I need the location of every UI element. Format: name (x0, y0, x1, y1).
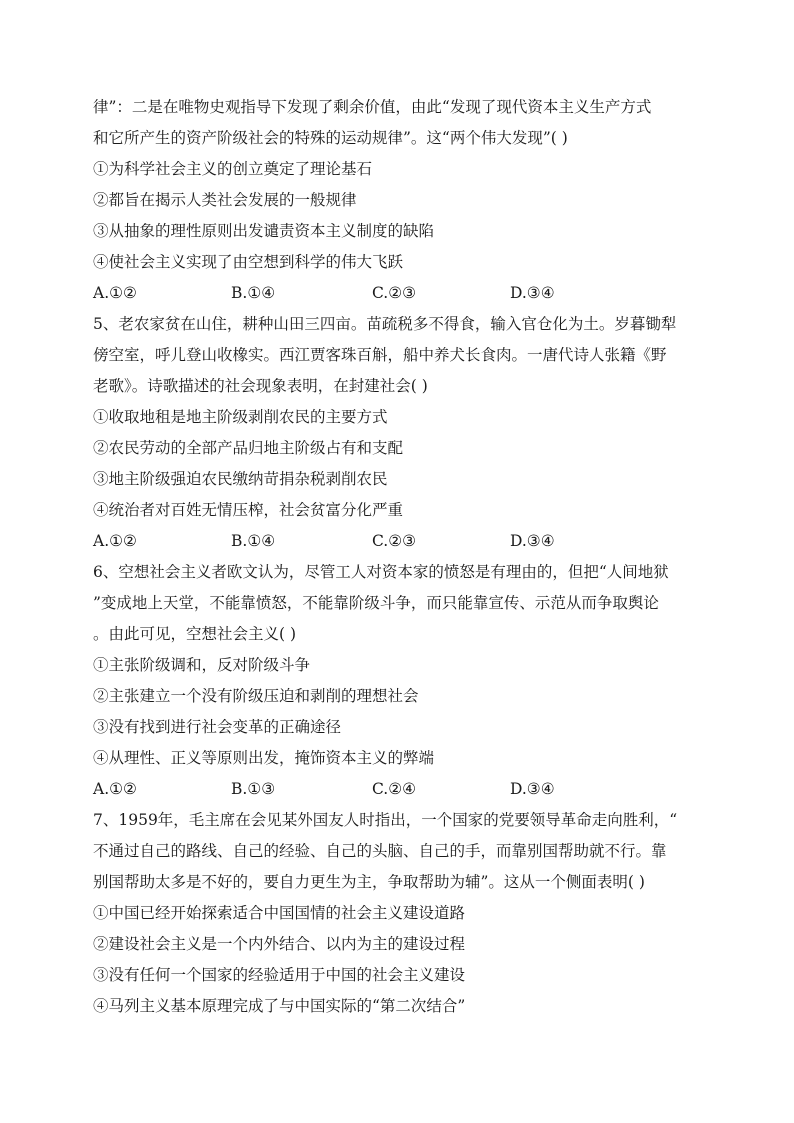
statement-2: ②建设社会主义是一个内外结合、以内为主的建设过程 (93, 935, 466, 953)
statement-2: ②都旨在揭示人类社会发展的一般规律 (93, 191, 357, 209)
question-4-continuation (93, 92, 705, 309)
statement-3: ③没有任何一个国家的经验适用于中国的社会主义建设 (93, 966, 466, 984)
statement-3: ③地主阶级强迫农民缴纳苛捐杂税剥削农民 (93, 470, 388, 488)
statement-2: ②农民劳动的全部产品归地主阶级占有和支配 (93, 439, 404, 457)
statement-4: ④使社会主义实现了由空想到科学的伟大飞跃 (93, 253, 404, 271)
stem-line: 傍空室，呼儿登山收橡实。西江贾客珠百斛，船中养犬长食肉。一唐代诗人张籍《野 (93, 346, 667, 364)
stem-line: 5、老农家贫在山住，耕种山田三四亩。苗疏税多不得食，输入官仓化为土。岁暮锄犁 (93, 315, 677, 333)
option-d: D.③④ (510, 284, 555, 302)
statement-1: ①中国已经开始探索适合中国国情的社会主义建设道路 (93, 904, 466, 922)
option-c: C.②③ (372, 532, 417, 550)
document-page (93, 92, 705, 1022)
statement-1: ①为科学社会主义的创立奠定了理论基石 (93, 160, 373, 178)
stem-line: ”变成地上天堂，不能靠愤怒，不能靠阶级斗争，而只能靠宣传、示范从而争取舆论 (93, 594, 659, 612)
option-a: A.①② (93, 284, 137, 302)
stem-line: 不通过自己的路线、自己的经验、自己的头脑、自己的手，而靠别国帮助就不行。靠 (93, 842, 667, 860)
option-b: B.①④ (231, 532, 276, 550)
statement-2: ②主张建立一个没有阶级压迫和剥削的理想社会 (93, 687, 419, 705)
statement-1: ①收取地租是地主阶级剥削农民的主要方式 (93, 408, 388, 426)
statement-1: ①主张阶级调和，反对阶级斗争 (93, 656, 311, 674)
answer-options (93, 278, 705, 309)
stem-line: 6、空想社会主义者欧文认为，尽管工人对资本家的愤怒是有理由的，但把“人间地狱 (93, 563, 669, 581)
option-d: D.③④ (510, 780, 555, 798)
answer-options (93, 774, 705, 805)
option-a: A.①② (93, 780, 137, 798)
question-6 (93, 557, 705, 805)
statement-4: ④从理性、正义等原则出发，掩饰资本主义的弊端 (93, 749, 435, 767)
statement-3: ③从抽象的理性原则出发谴责资本主义制度的缺陷 (93, 222, 435, 240)
stem-line: 。由此可见，空想社会主义( ) (93, 625, 297, 643)
stem-line: 和它所产生的资产阶级社会的特殊的运动规律”。这“两个伟大发现”( ) (93, 129, 568, 147)
option-c: C.②④ (372, 780, 417, 798)
answer-options (93, 526, 705, 557)
option-d: D.③④ (510, 532, 555, 550)
statement-4: ④统治者对百姓无情压榨，社会贫富分化严重 (93, 501, 404, 519)
option-b: B.①④ (231, 284, 276, 302)
question-7 (93, 805, 705, 1022)
stem-line: 律”：二是在唯物史观指导下发现了剩余价值，由此“发现了现代资本主义生产方式 (93, 98, 652, 116)
stem-line: 7、1959年，毛主席在会见某外国友人时指出，一个国家的党要领导革命走向胜利，“ (93, 811, 678, 829)
option-c: C.②③ (372, 284, 417, 302)
statement-3: ③没有找到进行社会变革的正确途径 (93, 718, 342, 736)
stem-line: 别国帮助太多是不好的，要自力更生为主，争取帮助为辅”。这从一个侧面表明( ) (93, 873, 645, 891)
stem-line: 老歌》。诗歌描述的社会现象表明，在封建社会( ) (93, 377, 428, 395)
statement-4: ④马列主义基本原理完成了与中国实际的“第二次结合” (93, 997, 466, 1015)
question-5 (93, 309, 705, 557)
option-a: A.①② (93, 532, 137, 550)
option-b: B.①③ (231, 780, 276, 798)
